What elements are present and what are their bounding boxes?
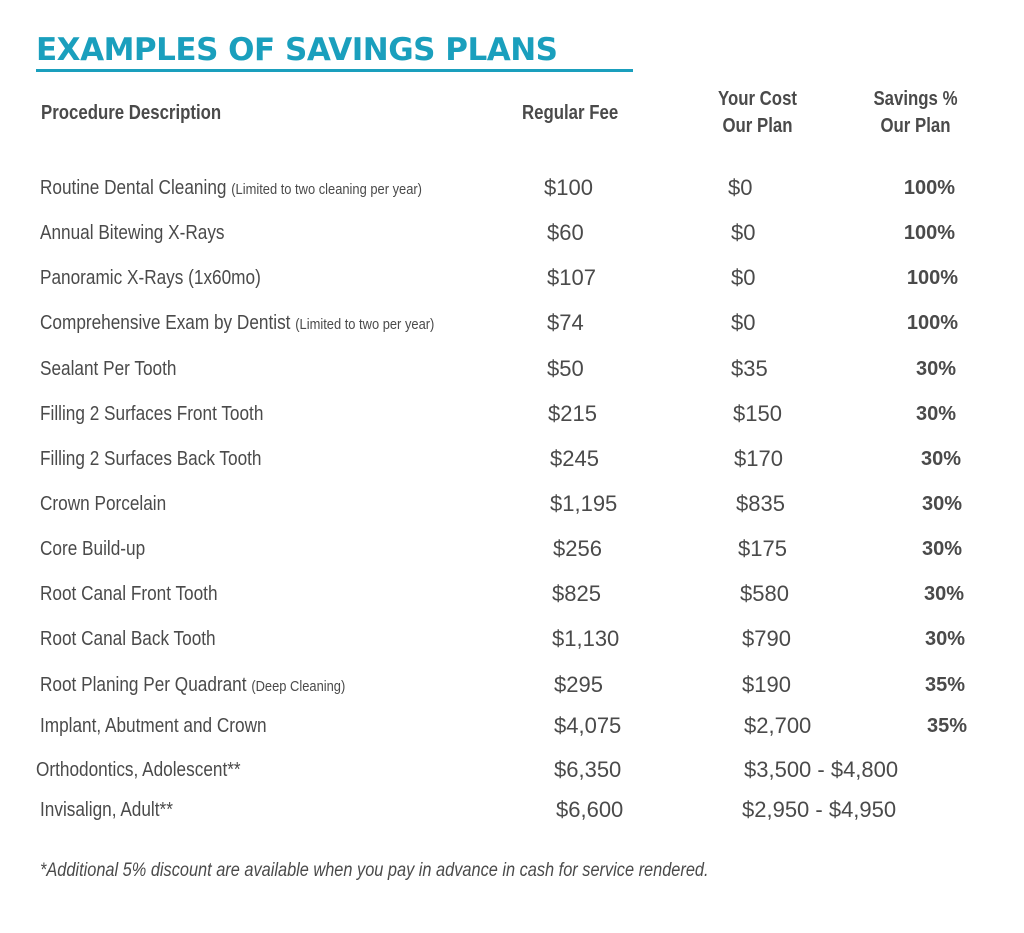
row-description: Filling 2 Surfaces Front Tooth bbox=[40, 403, 264, 425]
row-description-note: (Limited to two per year) bbox=[295, 316, 435, 333]
row-description: Panoramic X-Rays (1x60mo) bbox=[40, 267, 261, 289]
row-your-cost: $190 bbox=[742, 672, 791, 697]
row-your-cost: $35 bbox=[731, 356, 768, 381]
row-your-cost: $0 bbox=[728, 175, 753, 200]
row-description: Root Canal Front Tooth bbox=[40, 583, 218, 605]
row-your-cost: $790 bbox=[742, 626, 791, 651]
row-description-text: Comprehensive Exam by Dentist bbox=[40, 312, 291, 334]
row-description: Filling 2 Surfaces Back Tooth bbox=[40, 448, 262, 470]
row-savings-percent: 100% bbox=[906, 267, 958, 289]
row-your-cost: $0 bbox=[731, 265, 756, 290]
row-your-cost: $2,950 - $4,950 bbox=[742, 797, 897, 822]
row-description-note: (Deep Cleaning) bbox=[251, 678, 346, 695]
row-savings-percent: 30% bbox=[921, 493, 962, 515]
header-regular-fee: Regular Fee bbox=[522, 102, 619, 124]
row-regular-fee: $6,350 bbox=[554, 757, 622, 782]
row-regular-fee: $245 bbox=[550, 446, 599, 471]
row-savings-percent: 35% bbox=[926, 715, 967, 737]
row-savings-percent: 30% bbox=[921, 538, 962, 560]
title-underline bbox=[36, 69, 633, 72]
header-procedure: Procedure Description bbox=[41, 102, 222, 124]
row-regular-fee: $107 bbox=[547, 265, 596, 290]
row-description: Core Build-up bbox=[40, 538, 146, 560]
row-your-cost: $0 bbox=[731, 310, 756, 335]
row-your-cost: $3,500 - $4,800 bbox=[744, 757, 899, 782]
row-savings-percent: 30% bbox=[923, 583, 964, 605]
row-regular-fee: $60 bbox=[547, 220, 584, 245]
row-regular-fee: $4,075 bbox=[554, 713, 622, 738]
header-savings-line1: Savings % bbox=[873, 88, 958, 110]
row-description: Orthodontics, Adolescent** bbox=[36, 759, 241, 781]
row-description: Sealant Per Tooth bbox=[40, 358, 177, 380]
row-your-cost: $835 bbox=[736, 491, 785, 516]
row-savings-percent: 30% bbox=[920, 448, 961, 470]
row-regular-fee: $50 bbox=[547, 356, 584, 381]
row-description: Invisalign, Adult** bbox=[40, 799, 173, 821]
header-your-cost-line1: Your Cost bbox=[717, 88, 798, 110]
row-description-note: (Limited to two cleaning per year) bbox=[231, 181, 422, 198]
row-your-cost: $170 bbox=[734, 446, 783, 471]
page-title: EXAMPLES OF SAVINGS PLANS bbox=[36, 32, 558, 68]
row-savings-percent: 100% bbox=[903, 222, 955, 244]
row-savings-percent: 30% bbox=[924, 628, 965, 650]
row-regular-fee: $295 bbox=[554, 672, 603, 697]
row-description-text: Root Planing Per Quadrant bbox=[40, 674, 247, 696]
header-your-cost bbox=[701, 86, 814, 140]
row-your-cost: $2,700 bbox=[744, 713, 812, 738]
row-description bbox=[40, 310, 434, 338]
row-regular-fee: $256 bbox=[553, 536, 602, 561]
row-description: Annual Bitewing X-Rays bbox=[40, 222, 225, 244]
row-description: Root Canal Back Tooth bbox=[40, 628, 216, 650]
row-description: Implant, Abutment and Crown bbox=[40, 715, 267, 737]
row-regular-fee: $6,600 bbox=[556, 797, 624, 822]
header-your-cost-line2: Our Plan bbox=[722, 115, 793, 137]
row-regular-fee: $100 bbox=[544, 175, 593, 200]
row-regular-fee: $215 bbox=[548, 401, 597, 426]
header-savings-line2: Our Plan bbox=[880, 115, 951, 137]
row-regular-fee: $74 bbox=[547, 310, 584, 335]
row-regular-fee: $1,195 bbox=[550, 491, 618, 516]
row-savings-percent: 100% bbox=[906, 312, 958, 334]
row-savings-percent: 30% bbox=[915, 403, 956, 425]
row-description bbox=[40, 672, 345, 700]
row-savings-percent: 35% bbox=[924, 674, 965, 696]
row-description bbox=[40, 175, 422, 203]
footnote: *Additional 5% discount are available when you pay in advance in cash for service rendered. bbox=[40, 860, 709, 881]
row-description-text: Routine Dental Cleaning bbox=[40, 177, 227, 199]
row-description: Crown Porcelain bbox=[40, 493, 167, 515]
header-savings bbox=[859, 86, 972, 140]
row-regular-fee: $1,130 bbox=[552, 626, 620, 651]
row-savings-percent: 30% bbox=[915, 358, 956, 380]
row-savings-percent: 100% bbox=[903, 177, 955, 199]
row-your-cost: $580 bbox=[740, 581, 789, 606]
row-your-cost: $150 bbox=[733, 401, 782, 426]
row-regular-fee: $825 bbox=[552, 581, 601, 606]
row-your-cost: $0 bbox=[731, 220, 756, 245]
row-your-cost: $175 bbox=[738, 536, 787, 561]
